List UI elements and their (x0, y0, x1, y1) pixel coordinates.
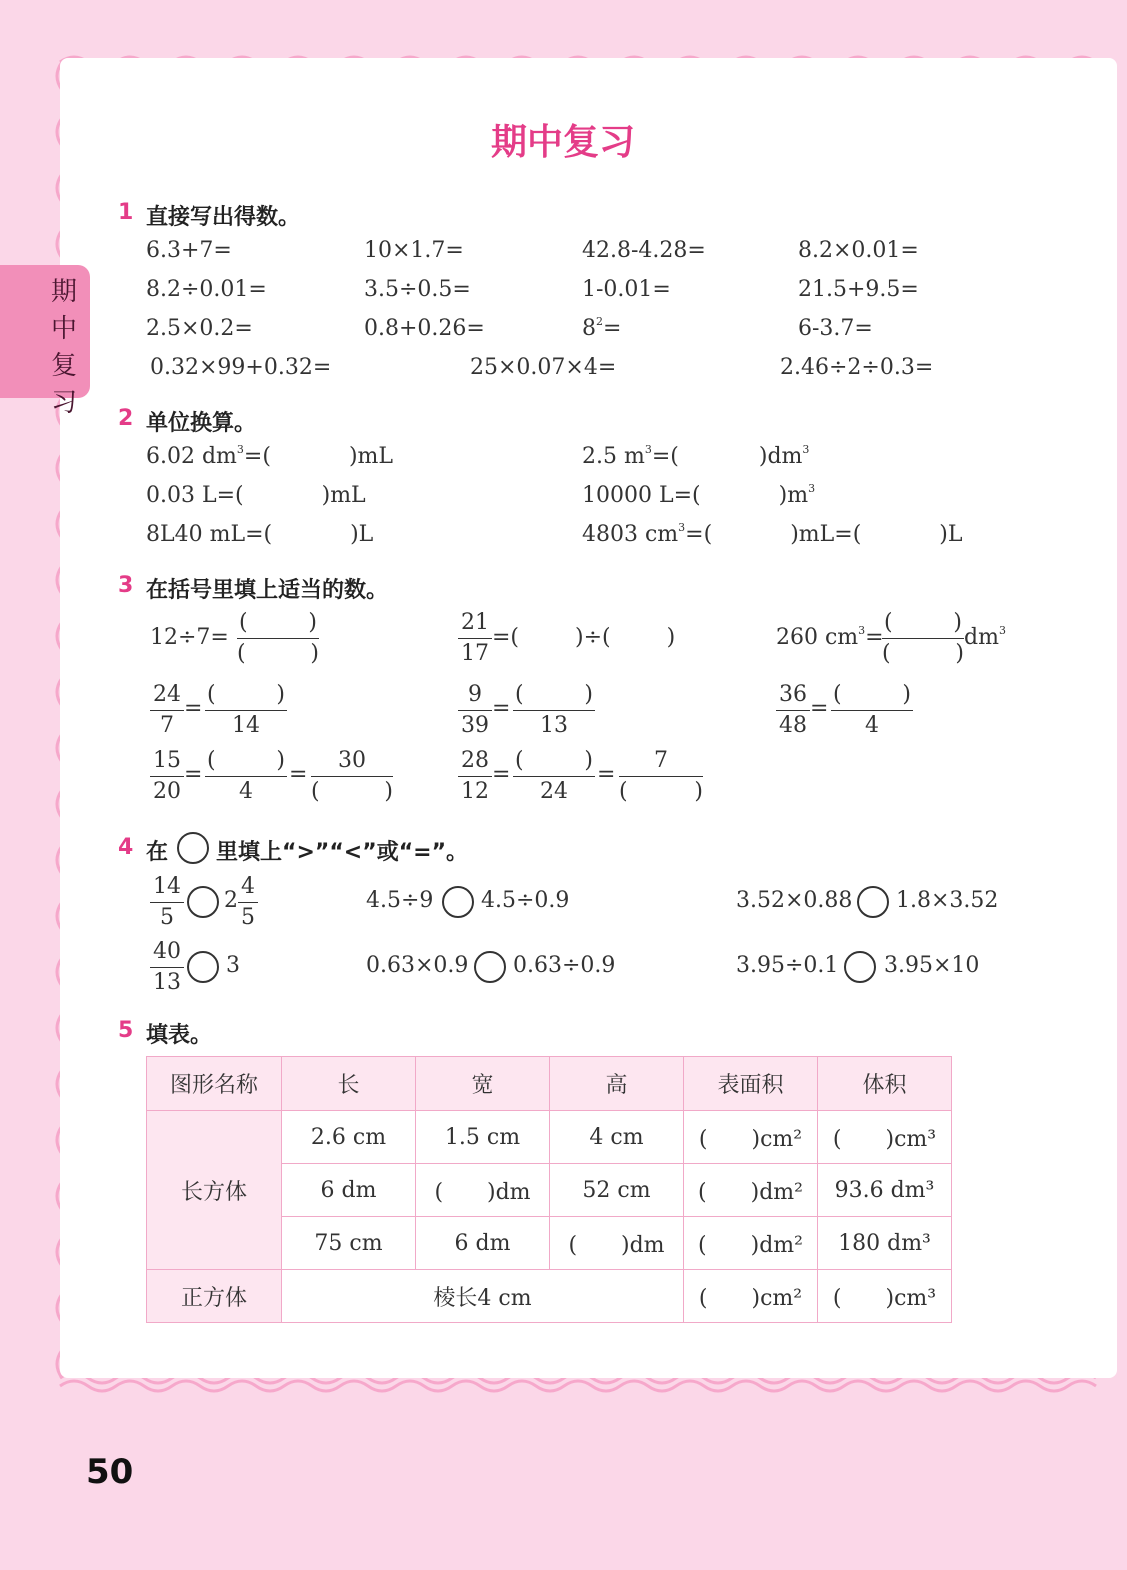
q1-item: 21.5+9.5= (798, 277, 919, 302)
q2-text: 10000 L=( (582, 483, 701, 508)
q1-item: 8.2÷0.01= (146, 277, 267, 302)
question-number-3: 3 (118, 573, 134, 598)
paren: ) (955, 641, 964, 666)
numerator: 40 (150, 937, 184, 968)
q1-item: 6.3+7= (146, 238, 232, 263)
page-title: 期中复习 (491, 122, 636, 163)
table-cell: 180 dm³ (818, 1217, 952, 1270)
unit: dm (964, 625, 999, 650)
q2-text: )m (778, 483, 809, 508)
question-3-text: 在括号里填上适当的数。 (146, 578, 389, 603)
compare-right: 0.63÷0.9 (513, 953, 616, 978)
question-5-text: 填表。 (146, 1023, 213, 1048)
q3-text: )÷( (575, 625, 611, 650)
q1-item: 25×0.07×4= (470, 355, 617, 380)
question-number-2: 2 (118, 406, 134, 431)
blank-fraction[interactable] (513, 746, 595, 807)
paren: ) (276, 748, 285, 773)
q2-text: =( (685, 522, 713, 547)
compare-left: 0.63×0.9 (366, 953, 469, 978)
numerator: 28 (458, 746, 492, 777)
compare-right: 1.8×3.52 (896, 888, 999, 913)
compare-left: 3.52×0.88 (736, 888, 853, 913)
power-exponent: 2 (596, 315, 603, 328)
compare-circle[interactable] (187, 951, 219, 983)
numerator: 4 (238, 872, 258, 903)
table-row (147, 1270, 952, 1323)
numerator: 24 (150, 680, 184, 711)
denominator: 13 (540, 713, 568, 738)
question-1-text: 直接写出得数。 (146, 205, 301, 230)
paren: ) (276, 682, 285, 707)
question-2-text: 单位换算。 (146, 411, 257, 436)
question-number-5: 5 (118, 1018, 134, 1043)
paren: ( (833, 682, 842, 707)
fraction (776, 680, 810, 741)
denominator: 39 (461, 713, 489, 738)
q2-text: =( (651, 444, 679, 469)
compare-circle[interactable] (187, 886, 219, 918)
blank-fraction[interactable] (831, 680, 913, 741)
denominator: 17 (461, 641, 489, 666)
denominator: 20 (153, 779, 181, 804)
paren: ) (694, 779, 703, 804)
q2-text: )dm (758, 444, 803, 469)
paren: ) (310, 641, 319, 666)
q1-item: 0.8+0.26= (364, 316, 485, 341)
fraction (150, 746, 184, 807)
table-cell: 2.6 cm (282, 1111, 416, 1164)
q3-text: =( (492, 625, 520, 650)
fraction (458, 746, 492, 807)
table-header: 表面积 (684, 1057, 818, 1111)
paren: ) (308, 610, 317, 635)
denominator: 13 (153, 970, 181, 995)
superscript: 3 (808, 482, 816, 495)
fraction (458, 608, 492, 669)
q3-text (492, 625, 675, 650)
denominator: 7 (160, 713, 174, 738)
numerator: 9 (458, 680, 492, 711)
q3-text: = (492, 696, 511, 721)
superscript: 3 (802, 443, 810, 456)
fill-table (146, 1056, 952, 1323)
q3-text: ) (666, 625, 676, 650)
table-header: 体积 (818, 1057, 952, 1111)
denominator: 5 (241, 905, 255, 930)
table-cell: 93.6 dm³ (818, 1164, 952, 1217)
superscript: 3 (644, 443, 652, 456)
denominator: 5 (160, 905, 174, 930)
table-cell-blank[interactable]: ( )cm² (684, 1111, 818, 1164)
q3-text: = (184, 762, 203, 787)
table-row (147, 1111, 952, 1164)
superscript: 3 (678, 521, 686, 534)
denominator: 4 (239, 779, 253, 804)
table-cell: 6 dm (416, 1217, 550, 1270)
paren: ( (239, 610, 248, 635)
question-4-text-a: 在 (146, 840, 169, 865)
paren: ) (953, 610, 962, 635)
q3-text (964, 625, 1006, 650)
blank-fraction[interactable] (311, 746, 393, 807)
compare-left: 4.5÷9 (366, 888, 434, 913)
table-cell-blank[interactable]: ( )cm³ (818, 1270, 952, 1323)
q1-item-power (582, 316, 621, 341)
paren: ) (384, 779, 393, 804)
page-number: 50 (86, 1452, 134, 1492)
q1-item: 2.5×0.2= (146, 316, 253, 341)
q3-text: = (289, 762, 308, 787)
q2-text: 0.03 L=( (146, 483, 244, 508)
table-cell-blank[interactable]: ( )dm² (684, 1217, 818, 1270)
q1-item: 42.8-4.28= (582, 238, 706, 263)
q2-item (582, 483, 815, 508)
compare-circle[interactable] (474, 951, 506, 983)
q3-text: 12÷7= (150, 625, 229, 650)
mixed-whole: 2 (224, 888, 238, 913)
table-cell: 1.5 cm (416, 1111, 550, 1164)
fraction (458, 680, 492, 741)
power-equals: = (603, 316, 622, 341)
table-cell: 棱长4 cm (282, 1270, 684, 1323)
compare-circle[interactable] (844, 951, 876, 983)
q1-item: 2.46÷2÷0.3= (780, 355, 934, 380)
q2-text: 4803 cm (582, 522, 679, 547)
q2-text: 6.02 dm (146, 444, 237, 469)
table-header: 长 (282, 1057, 416, 1111)
paren: ) (584, 748, 593, 773)
q2-text: 2.5 m (582, 444, 645, 469)
compare-right: 4.5÷0.9 (481, 888, 570, 913)
q1-item: 6-3.7= (798, 316, 873, 341)
table-cell: 52 cm (550, 1164, 684, 1217)
paren: ) (902, 682, 911, 707)
numerator: 21 (458, 608, 492, 639)
blank-fraction[interactable] (513, 680, 595, 741)
question-number-1: 1 (118, 200, 134, 225)
paren: ( (311, 779, 320, 804)
q2-text: )mL=( (790, 522, 862, 547)
denominator: 24 (540, 779, 568, 804)
q1-item: 10×1.7= (364, 238, 464, 263)
compare-circle[interactable] (857, 886, 889, 918)
table-cell: 6 dm (282, 1164, 416, 1217)
q3-text: = (597, 762, 616, 787)
paren: ( (207, 682, 216, 707)
q3-text: 260 cm (776, 625, 859, 650)
q3-text: = (810, 696, 829, 721)
question-number-4: 4 (118, 835, 134, 860)
q2-item (582, 444, 809, 469)
q3-text: = (184, 696, 203, 721)
paren: ( (515, 748, 524, 773)
q2-item (146, 522, 373, 547)
numerator: 15 (150, 746, 184, 777)
compare-right: 3.95×10 (884, 953, 980, 978)
side-tab (0, 265, 90, 418)
table-cell-blank[interactable]: ( )dm (416, 1164, 550, 1217)
paren: ( (207, 748, 216, 773)
denominator: 4 (865, 713, 879, 738)
table-cell-blank[interactable]: ( )dm (550, 1217, 684, 1270)
compare-right: 3 (226, 953, 240, 978)
q1-item: 1-0.01= (582, 277, 671, 302)
q2-text: )L (939, 522, 963, 547)
blank-fraction[interactable] (237, 608, 319, 669)
q2-text: 8L40 mL=( (146, 522, 273, 547)
paren: ) (584, 682, 593, 707)
paren: ( (884, 610, 893, 635)
q2-text: )mL (321, 483, 366, 508)
denominator: 48 (779, 713, 807, 738)
compare-circle[interactable] (442, 886, 474, 918)
q2-item (146, 483, 366, 508)
table-header: 宽 (416, 1057, 550, 1111)
numerator: 7 (619, 746, 703, 777)
table-cell-blank[interactable]: ( )dm² (684, 1164, 818, 1217)
table-cell-blank[interactable]: ( )cm² (684, 1270, 818, 1323)
shape-label: 长方体 (147, 1111, 282, 1270)
q2-item (146, 444, 393, 469)
q3-text (776, 625, 884, 650)
superscript: 3 (998, 624, 1006, 637)
numerator: 36 (776, 680, 810, 711)
question-4-text-b: 里填上“>”“<”或“=”。 (216, 840, 469, 865)
q1-item: 0.32×99+0.32= (150, 355, 332, 380)
blank-fraction[interactable] (882, 608, 964, 669)
paren: ( (237, 641, 246, 666)
table-cell: 75 cm (282, 1217, 416, 1270)
fraction (238, 872, 258, 933)
paren: ( (515, 682, 524, 707)
circle-icon (177, 832, 209, 864)
q3-text: = (492, 762, 511, 787)
table-header: 图形名称 (147, 1057, 282, 1111)
fraction (150, 937, 184, 998)
q2-text: )mL (348, 444, 394, 469)
q1-item: 8.2×0.01= (798, 238, 919, 263)
blank-fraction[interactable] (619, 746, 703, 807)
q2-text: )L (350, 522, 374, 547)
blank-fraction[interactable] (205, 680, 287, 741)
table-cell: 4 cm (550, 1111, 684, 1164)
shape-label: 正方体 (147, 1270, 282, 1323)
compare-left: 3.95÷0.1 (736, 953, 839, 978)
fraction (150, 680, 184, 741)
power-base: 8 (582, 316, 596, 341)
paren: ( (882, 641, 891, 666)
table-header-row (147, 1057, 952, 1111)
denominator: 14 (232, 713, 260, 738)
superscript: 3 (236, 443, 244, 456)
side-tab-label: 期中复习 (50, 277, 77, 418)
fraction (150, 872, 184, 933)
q3-text: = (865, 625, 884, 650)
denominator: 12 (461, 779, 489, 804)
numerator: 30 (311, 746, 393, 777)
q1-item: 3.5÷0.5= (364, 277, 471, 302)
table-cell-blank[interactable]: ( )cm³ (818, 1111, 952, 1164)
table-header: 高 (550, 1057, 684, 1111)
q2-text: =( (243, 444, 271, 469)
numerator: 14 (150, 872, 184, 903)
q2-item (582, 522, 962, 547)
superscript: 3 (858, 624, 866, 637)
blank-fraction[interactable] (205, 746, 287, 807)
paren: ( (619, 779, 628, 804)
